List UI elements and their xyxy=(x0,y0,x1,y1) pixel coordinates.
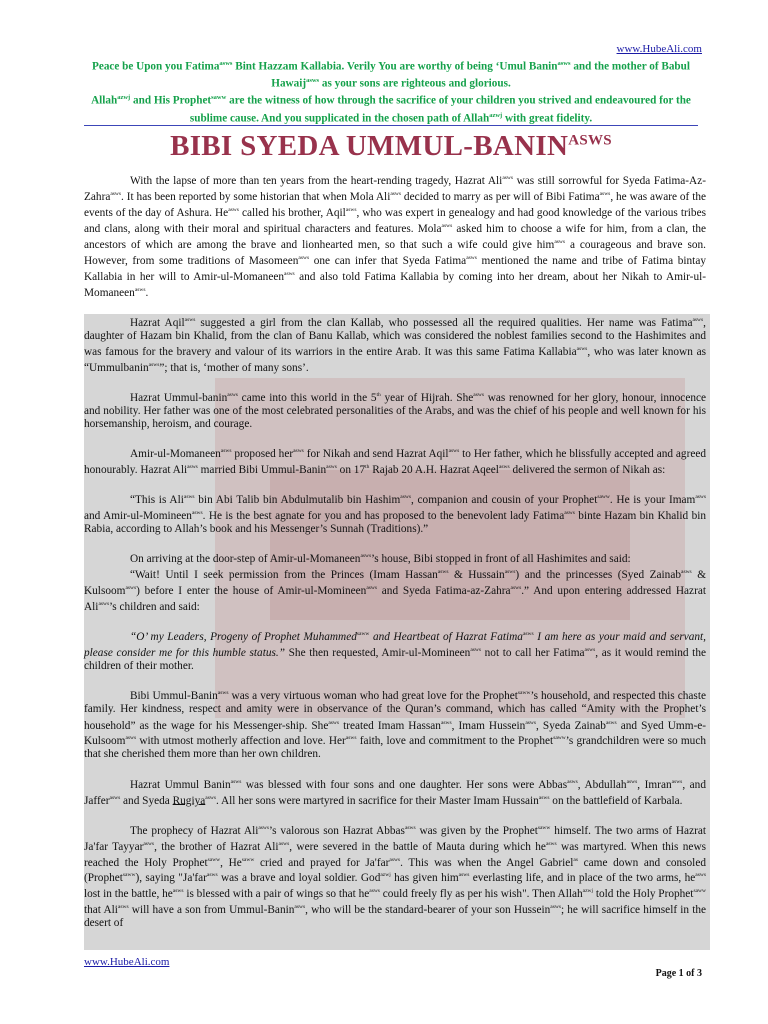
footer-website-link[interactable]: www.HubeAli.com xyxy=(84,956,170,968)
page-number: Page 1 of 3 xyxy=(655,968,702,979)
header-website-link[interactable]: www.HubeAli.com xyxy=(616,43,702,55)
paragraph-11: The prophecy of Hazrat Ali$^{asws}$’s valorous son Hazrat Abbas$^{asws}$ was given by the Prophet$^{saww}$ himself. The two arms of Hazrat Ja'far Tayyar$^{asws}$, the brother of Hazrat Ali$^{asws}$, were severed in the battle of Mauta during which $he^{asws}$ was martyred. When this news reached the Holy Prophet$^{saww}$, $He^{saww}$ cried and prayed for Ja'far$^{asws}$. This was when the Angel Gabriel$^{as}$ came down and consoled (Prophet$^{saww}$), saying "Ja'far$^{asws}$ was a brave and loyal soldier. God$^{azwj}$ has given him$^{asws}$ everlasting life, and in place of the two arms, $he^{asws}$ lost in the battle, $he^{asws}$ is blessed with a pair of wings so that $he^{asws}$ could freely fly as per his wish". Then Allah$^{azwj}$ told the Holy Prophet$^{saww}$ that Ali$^{asws}$ will have a son from Ummul-Banin$^{asws}$, who will be the standard-bearer of your son Hussein$^{asws}$; he will sacrifice himself in the desert of xyxy=(84,824,706,930)
paragraph-7: “Wait! Until I seek permission from the Princes (Imam Hassan$^{asws}$ & Hussain$^{asws}$) and the princesses (Syed Zainab$^{asws}$ & Kulsoom$^{asws}$) before I enter the house of Amir-ul-Momineen$^{asws}$ and Syeda Fatima-az-Zahra$^{asws}$.” And upon entering addressed Hazrat Ali$^{asws}$’s children and said: xyxy=(84,569,706,613)
page-title: BIBI SYEDA UMMUL-$BANIN^{ASWS}$ xyxy=(170,130,612,162)
paragraph-10: Hazrat Ummul Banin$^{asws}$ was blessed with four sons and one daughter. Her sons were Abbas$^{asws}$, Abdullah$^{asws}$, Imran$^{asws}$, and Jaffer$^{asws}$ and Syeda Rugiya$^{asws}$. All her sons were martyred in sacrifice for their Master Imam Hussain$^{asws}$ on the battlefield of Karbala. xyxy=(84,778,706,807)
salutation-text: Peace be Upon you Fatima$^{asws}$ Bint Hazzam Kallabia. Verily You are worthy of being ‘Umul Banin$^{asws}$ and the mother of Babul Hawaij$^{asws}$ as your sons are righteous and glorious. Allah$^{azwj}$ and His Prophet$^{saww}$ are the witness of how through the sacrifice of your children you strived and endeavoured for the sublime cause. And you supplicated in the chosen path of Allah$^{azwj}$ with great fidelity. xyxy=(91,60,691,125)
paragraph-6: On arriving at the door-step of Amir-ul-Momaneen$^{asws}$’s house, Bibi stopped in front of all Hashimites and said: xyxy=(130,553,631,566)
article-body xyxy=(84,172,706,945)
paragraph-4: Amir-ul-Momaneen$^{asws}$ proposed her$^{asws}$ for Nikah and send Hazrat Aqil$^{asws}$ to Her father, which he blissfully accepted and agreed honourably. Hazrat Ali$^{asws}$ married Bibi Ummul-Banin$^{asws}$ on 17th Rajab 20 A.H. Hazrat Aqeel$^{asws}$ delivered the sermon of Nikah as: xyxy=(84,448,707,476)
paragraph-1: With the lapse of more than ten years from the heart-rending tragedy, Hazrat Ali$^{asws}$ was still sorrowful for Syeda Fatima-Az-Zahra$^{asws}$. It has been reported by some historian that when Mola Ali$^{asws}$ decided to marry as per will of Bibi Fatima$^{asws}$, he was aware of the events of the day of Ashura. $He^{asws}$ called his brother, Aqil$^{asws}$, who was expert in genealogy and had good knowledge of the various tribes and clans, along with their moral and spiritual characters and features. Mola$^{asws}$ asked him to choose a wife for him, from a clan, the ancestors of which are among the brave and lionhearted men, so that such a wife could give him$^{asws}$ a courageous and brave son. However, from some traditions of Masomeen$^{asws}$ one can infer that Syeda Fatima$^{asws}$ mentioned the name and tribe of Fatima bintay Kallabia in her will to Amir-ul-Momaneen$^{asws}$ and also told Fatima Kallabia by coming into her dream, about her Nikah to Amir-ul-Momaneen$^{asws}$. xyxy=(84,174,706,299)
paragraph-9: Bibi Ummul-Banin$^{asws}$ was a very virtuous woman who had great love for the Prophet$^{saww}$’s household, and respected this chaste family. Her kindness, respect and amity were in observance of the Quran’s command, which has called “Amity with the Prophet’s household” as the wage for his Messenger-ship. She$^{asws}$ treated Imam Hassan$^{asws}$, Imam Hussein$^{asws}$, Syeda Zainab$^{asws}$ and Syed Umm-e- Kulsoom$^{asws}$ with utmost motherly affection and love. Her$^{asws}$ faith, love and commitment to the Prophet$^{saww}$’s grandchildren were so much that she cherished them more than her own children. xyxy=(84,690,707,761)
paragraph-5: “This is Ali$^{asws}$ bin Abi Talib bin Abdulmutalib bin Hashim$^{asws}$, companion and cousin of your Prophet$^{saww}$. He is your Imam$^{asws}$ and Amir-ul-Momineen$^{asws}$. He is the best agnate for you and has proposed to the benevolent lady Fatima$^{asws}$ binte Hazam bin Khalid bin Rabia, according to Allah’s book and his Messenger’s Sunnah (Traditions).” xyxy=(84,493,707,536)
paragraph-2: Hazrat Aqil$^{asws}$ suggested a girl from the clan Kallab, who possessed all the required qualities. Her name was Fatima$^{asws}$, daughter of Hazam bin Khalid, from the clan of Banu Kallab, which was considered the noblest families second to the Hashimites and was famous for the bravery and valour of its warriors in the entire Arab. It was this same Fatima Kallabia$^{asws}$, who was later known as “Ummulbanin$^{asws}$”; that is, ‘mother of many sons’. xyxy=(84,316,706,374)
paragraph-8: “O’ my Leaders, Progeny of Prophet Muhammed$^{saww}$ and Heartbeat of Hazrat Fatima$^{asws}$ I am here as your maid and servant, please consider me for this humble status.” She then requested, Amir-ul-Momineen$^{asws}$ not to call her Fatima$^{asws}$, as it would remind the children of their mother. xyxy=(84,630,706,673)
header-divider xyxy=(84,125,698,126)
paragraph-3: Hazrat Ummul-banin$^{asws}$ came into this world in the 5th year of Hijrah. She$^{asws}$ was renowned for her glory, honour, innocence and nobility. Her father was one of the most celebrated personalities of the Arabs, and was the chief of his people and well known for his horsemanship, heroism, and courage. xyxy=(84,391,707,431)
